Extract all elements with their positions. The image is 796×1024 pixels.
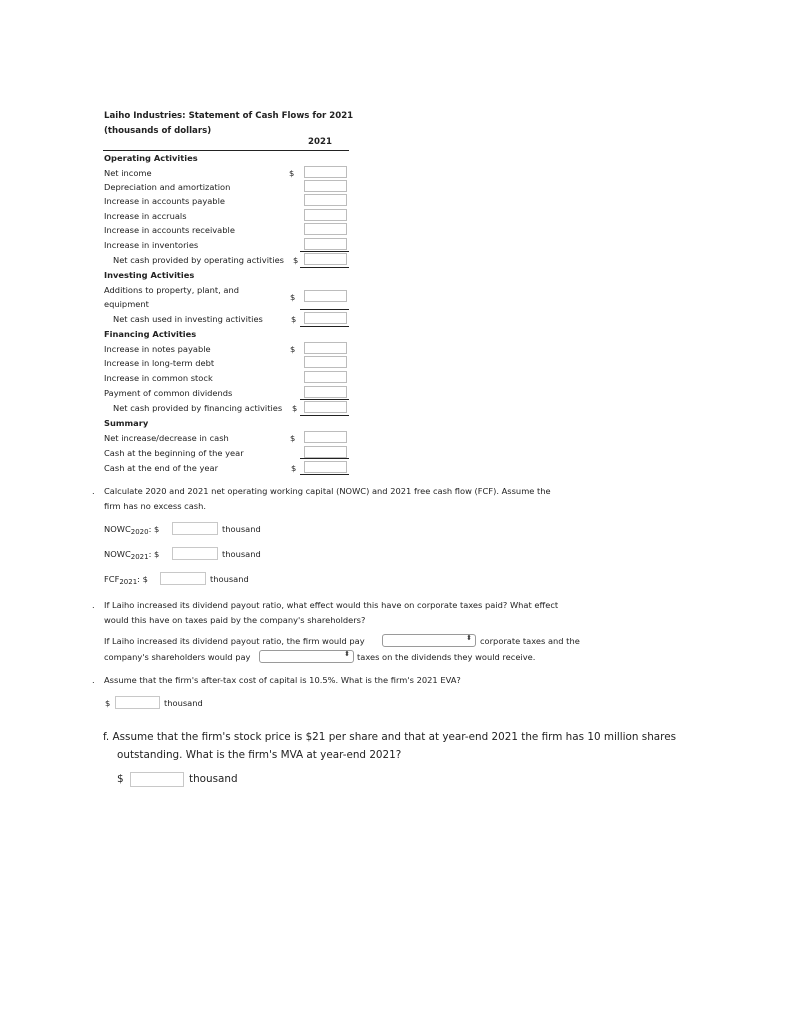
currency-symbol: $	[293, 255, 299, 265]
dividend-answer-part4: taxes on the dividends they would receive.	[357, 652, 536, 662]
question-bullet: .	[92, 486, 95, 496]
investing-total-label: Net cash used in investing activities	[113, 314, 263, 324]
row-cash-beginning-label: Cash at the beginning of the year	[104, 448, 244, 458]
question-bullet: .	[92, 600, 95, 610]
year-header: 2021	[308, 137, 332, 147]
operating-activities-header: Operating Activities	[104, 153, 198, 163]
accruals-input[interactable]	[304, 209, 347, 221]
nowc-2020-label	[104, 522, 159, 540]
question-mva-text	[103, 728, 703, 764]
ppe-additions-input[interactable]	[304, 290, 347, 302]
fcf-subscript: 2021	[119, 578, 138, 586]
label-separator: : $	[148, 524, 160, 534]
row-net-income-label: Net income	[104, 168, 152, 178]
row-long-term-debt-label: Increase in long-term debt	[104, 358, 215, 368]
currency-symbol: $	[290, 292, 296, 302]
nowc-subscript: 2021	[130, 553, 149, 561]
statement-title: Laiho Industries: Statement of Cash Flows for 2021 (thousands of dollars)	[104, 111, 354, 136]
financing-total-label: Net cash provided by financing activities	[113, 403, 283, 413]
currency-symbol: $	[105, 698, 111, 708]
nowc-label-text: NOWC	[104, 524, 131, 534]
dividend-answer-part2: corporate taxes and the	[480, 636, 580, 646]
long-term-debt-input[interactable]	[304, 356, 347, 368]
row-inventories-label: Increase in inventories	[104, 240, 199, 250]
question-nowc-line2: firm has no excess cash.	[104, 501, 207, 511]
unit-thousand: thousand	[222, 549, 261, 559]
row-dividends-label: Payment of common dividends	[104, 388, 233, 398]
label-separator: : $	[137, 574, 148, 584]
mva-input[interactable]	[130, 772, 184, 787]
row-depreciation-label: Depreciation and amortization	[104, 182, 231, 192]
cash-end-input[interactable]	[304, 461, 347, 473]
row-common-stock-label: Increase in common stock	[104, 373, 213, 383]
currency-symbol: $	[291, 314, 297, 324]
notes-payable-input[interactable]	[304, 342, 347, 354]
row-notes-payable-label: Increase in notes payable	[104, 344, 211, 354]
question-eva-text: Assume that the firm's after-tax cost of capital is 10.5%. What is the firm's 2021 EVA?	[104, 675, 461, 685]
row-accounts-payable-label: Increase in accounts payable	[104, 196, 225, 206]
shareholder-taxes-select[interactable]	[259, 650, 354, 663]
fcf-2021-label	[104, 572, 148, 590]
nowc-2020-input[interactable]	[172, 522, 218, 535]
row-net-change-cash-label: Net increase/decrease in cash	[104, 433, 229, 443]
unit-thousand: thousand	[222, 524, 261, 534]
question-mva-line1: f. Assume that the firm's stock price is $21 per share and that at year-end 2021 the firm has 10 million shares	[103, 731, 677, 743]
select-arrows-icon: ⬍	[344, 650, 350, 658]
unit-thousand: thousand	[189, 773, 238, 785]
select-arrows-icon: ⬍	[466, 634, 472, 642]
row-additions-label-line2: equipment	[104, 299, 149, 309]
question-dividend-text	[104, 598, 624, 628]
subtotal-rule	[300, 251, 349, 252]
operating-total-label: Net cash provided by operating activities	[113, 255, 285, 265]
common-stock-input[interactable]	[304, 371, 347, 383]
fcf-2021-input[interactable]	[160, 572, 206, 585]
question-dividend-line2: would this have on taxes paid by the company's shareholders?	[104, 615, 366, 625]
operating-total-input[interactable]	[304, 253, 347, 265]
net-change-cash-input[interactable]	[304, 431, 347, 443]
financing-total-input[interactable]	[304, 401, 347, 413]
nowc-subscript: 2020	[130, 528, 149, 536]
net-income-input[interactable]	[304, 166, 347, 178]
total-rule	[300, 415, 349, 416]
total-rule	[300, 474, 349, 475]
question-nowc-line1: Calculate 2020 and 2021 net operating working capital (NOWC) and 2021 free cash flow (FCF). Assume the	[104, 486, 551, 496]
financing-activities-header: Financing Activities	[104, 329, 197, 339]
dividends-input[interactable]	[304, 386, 347, 398]
unit-thousand: thousand	[210, 574, 249, 584]
nowc-label-text: NOWC	[104, 549, 131, 559]
row-cash-end-label: Cash at the end of the year	[104, 463, 218, 473]
label-separator: : $	[148, 549, 160, 559]
question-nowc-text	[104, 484, 604, 514]
accounts-receivable-input[interactable]	[304, 223, 347, 235]
subtotal-rule	[300, 399, 349, 400]
question-mva-line2: outstanding. What is the firm's MVA at year-end 2021?	[117, 749, 402, 761]
subtotal-rule	[300, 309, 349, 310]
question-bullet: .	[92, 675, 95, 685]
investing-activities-header: Investing Activities	[104, 270, 195, 280]
depreciation-input[interactable]	[304, 180, 347, 192]
fcf-label-text: FCF	[104, 574, 120, 584]
unit-thousand: thousand	[164, 698, 203, 708]
investing-total-input[interactable]	[304, 312, 347, 324]
currency-symbol: $	[292, 403, 298, 413]
inventories-input[interactable]	[304, 238, 347, 250]
nowc-2021-input[interactable]	[172, 547, 218, 560]
subtotal-rule	[300, 458, 349, 459]
corporate-taxes-select[interactable]	[382, 634, 476, 647]
row-accruals-label: Increase in accruals	[104, 211, 187, 221]
question-dividend-line1: If Laiho increased its dividend payout ratio, what effect would this have on corporate taxes paid? What effect	[104, 600, 559, 610]
row-accounts-receivable-label: Increase in accounts receivable	[104, 225, 235, 235]
total-rule	[300, 267, 349, 268]
cash-beginning-input[interactable]	[304, 446, 347, 458]
currency-symbol: $	[289, 168, 295, 178]
total-rule	[300, 326, 349, 327]
currency-symbol: $	[290, 433, 296, 443]
currency-symbol: $	[117, 773, 124, 785]
dividend-answer-part1: If Laiho increased its dividend payout ratio, the firm would pay	[104, 636, 365, 646]
eva-input[interactable]	[115, 696, 160, 709]
dividend-answer-part3: company's shareholders would pay	[104, 652, 251, 662]
summary-header: Summary	[104, 418, 149, 428]
header-rule	[103, 150, 349, 151]
accounts-payable-input[interactable]	[304, 194, 347, 206]
currency-symbol: $	[290, 344, 296, 354]
nowc-2021-label	[104, 547, 159, 565]
currency-symbol: $	[291, 463, 297, 473]
row-additions-label-line1: Additions to property, plant, and	[104, 285, 240, 295]
